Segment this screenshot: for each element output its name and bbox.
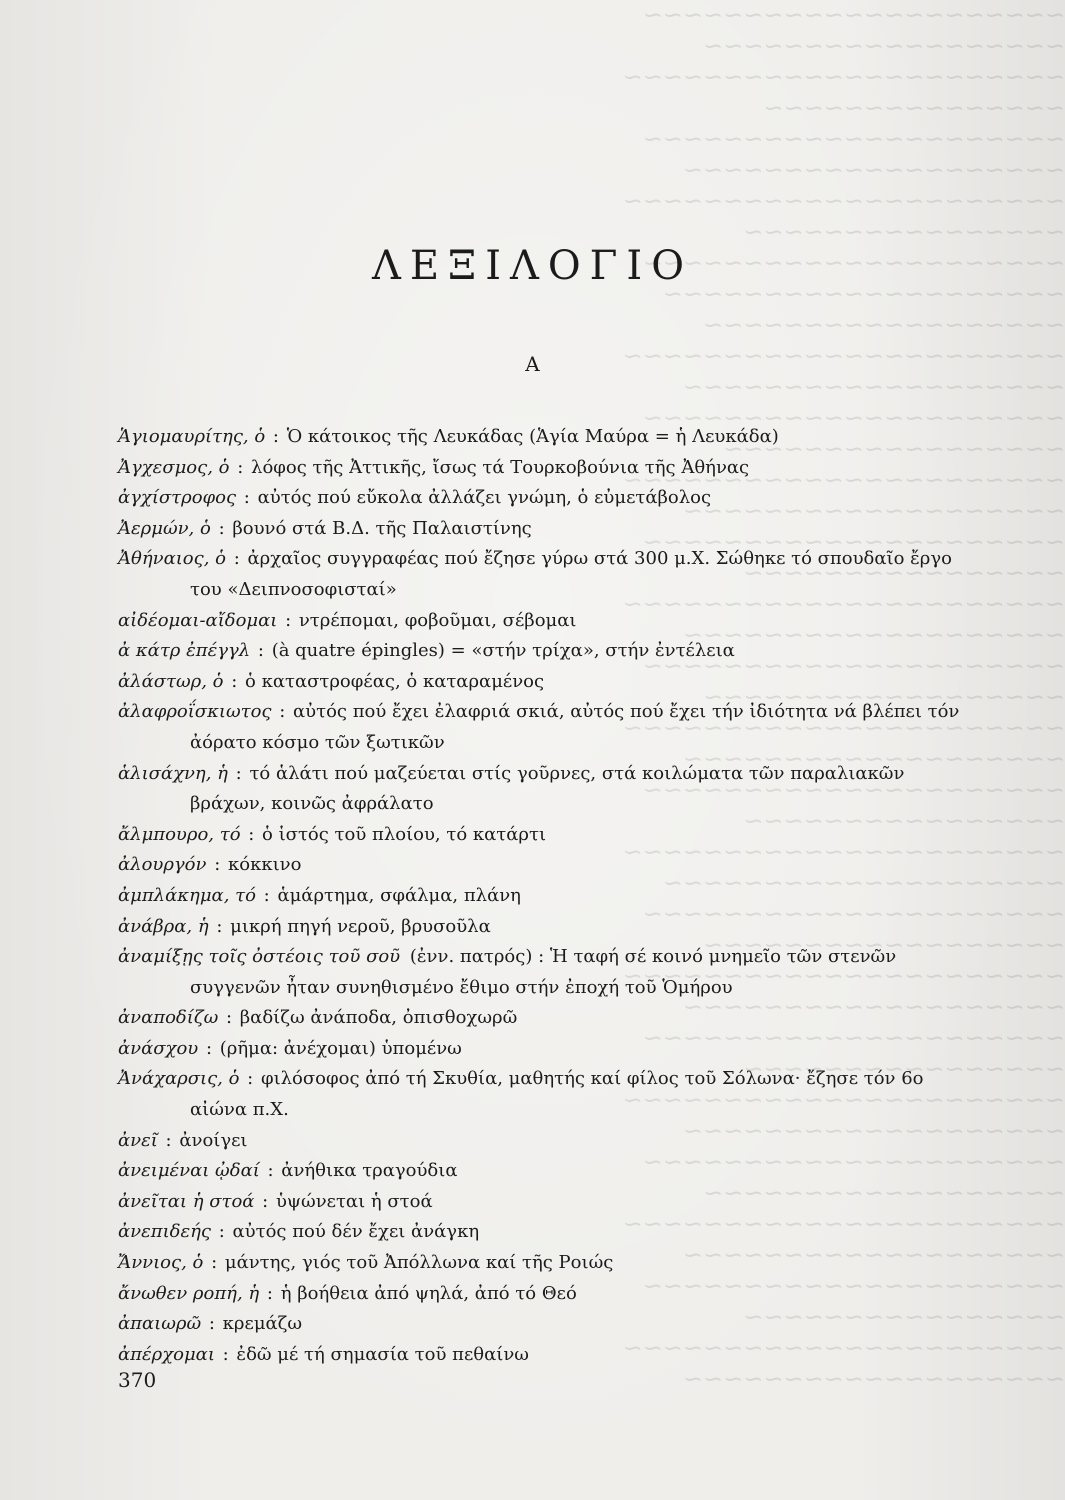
entry-definition: κρεμάζω [222,1313,303,1335]
entry-definition: ὑψώνεται ἡ στοά [275,1190,433,1212]
glossary-entry: ἀμπλάκημα, τό : ἁμάρτημα, σφάλμα, πλάνη [118,884,521,906]
entry-term: ἀναμίξῃς τοῖς ὀστέοις τοῦ σοῦ [118,946,401,968]
page-title: ΛΕΞΙΛΟΓΙΟ [371,243,694,289]
entry-term: ἀπέρχομαι [118,1343,215,1365]
entry-definition: (ἐνν. πατρός) : Ἡ ταφή σέ κοινό μνημεῖο τῶν στενῶν συγγενῶν ἦταν συνηθισμένο ἔθιμο στήν ἐποχή τοῦ Ὁμήρου [190,946,897,998]
entry-term: Ἀερμών, ὁ [118,517,211,539]
entry-term: ἄνωθεν ροπή, ἡ [118,1282,260,1304]
glossary-entry: Ἄννιος, ὁ : μάντης, γιός τοῦ Ἀπόλλωνα καί τῆς Ροιώς [118,1252,614,1274]
entry-term: ἀπαιωρῶ [118,1313,202,1335]
entry-definition: τό ἁλάτι πού μαζεύεται στίς γοῦρνες, στά κοιλώματα τῶν παραλιακῶν βράχων, κοινῶς ἀφράλατο [190,762,905,815]
entry-definition: αὐτός πού ἔχει ἐλαφριά σκιά, αὐτός πού ἔχει τήν ἰδιότητα νά βλέπει τόν ἀόρατο κόσμο τῶν ξωτικῶν [190,701,960,753]
entry-term: ἀλάστωρ, ὁ [118,670,224,692]
glossary-entry: ἀναποδίζω : βαδίζω ἀνάποδα, ὀπισθοχωρῶ [118,1007,518,1029]
glossary-entry: ἀλουργόν : κόκκινο [118,854,302,876]
entry-term: Ἁγιομαυρίτης, ὁ [118,426,266,447]
glossary-entry: ἁλισάχνη, ἡ : τό ἁλάτι πού μαζεύεται στίς γοῦρνες, στά κοιλώματα τῶν παραλιακῶν βράχων, κοινῶς ἀφράλατο [118,762,905,815]
entry-term: ἀνειμέναι ᾠδαί [118,1160,260,1182]
entry-definition: μάντης, γιός τοῦ Ἀπόλλωνα καί τῆς Ροιώς [224,1252,614,1274]
glossary-entry: ἀνάβρα, ἡ : μικρή πηγή νεροῦ, βρυσοῦλα [118,915,491,937]
entry-definition: λόφος τῆς Ἀττικῆς, ἴσως τά Τουρκοβούνια τῆς Ἀθήνας [251,456,750,478]
entry-definition: ὁ ἱστός τοῦ πλοίου, τό κατάρτι [262,823,546,845]
entry-definition: Ὁ κάτοικος τῆς Λευκάδας (Ἁγία Μαύρα = ἡ Λευκάδα) [286,426,779,447]
entry-definition: κόκκινο [227,854,302,876]
entry-term: ἀλουργόν [118,854,207,876]
glossary-entry: ἀπαιωρῶ : κρεμάζω [118,1313,303,1335]
entry-definition: βαδίζω ἀνάποδα, ὀπισθοχωρῶ [239,1007,518,1029]
entry-term: ἄλμπουρο, τό [118,823,241,845]
entry-term: αἰδέομαι-αἴδομαι [118,609,278,631]
bleed-through-texture: ~~~~~~~~~~~~~~~~~~~~~ ~~~~~~~~~~~~~~~~~~ ~~~~~~~~~~~~~~~~~~~~~~ ~~~~~~~~~~~~~~~ ~~~~~~~~~~~~~~~~~~~~~ ~~~~~~~~~~~~~~~~~~~ ~~~~~~~~~~~~~~~~~~~~~~ ~~~~~~~~~~~~~~~~ ~~~~~~~~~~~~~~~~~~~~~ ~~~~~~~~~~~~~~~~~~~~ ~~~~~~~~~~~~~~~~~~ ~~~~~~~~~~~~~~~~~~~~~~ ~~~~~~~~~~~~~~~~~~~ ~~~~~~~~~~~~~~~~~~~~~ ~~~~~~~~~~~~~~~~~ ~~~~~~~~~~~~~~~~~~~~~~ ~~~~~~~~~~~~~~~~~~~ ~~~~~~~~~~~~~~~~~~~~~ ~~~~~~~~~~~~~~~~ ~~~~~~~~~~~~~~~~~~~~~~ ~~~~~~~~~~~~~~~~~~~ ~~~~~~~~~~~~~~~~~~~~~ ~~~~~~~~~~~~~~~~~~ ~~~~~~~~~~~~~~~~~~~~~~ ~~~~~~~~~~~~~~~~~~~ ~~~~~~~~~~~~~~~~~~~~~ ~~~~~~~~~~~~~~~~ ~~~~~~~~~~~~~~~~~~~~~~ ~~~~~~~~~~~~~~~~~~~~ ~~~~~~~~~~~~~~~~~~~~~ ~~~~~~~~~~~~~~~~~~ ~~~~~~~~~~~~~~~~~~~~~~ ~~~~~~~~~~~~~~~~~~~ ~~~~~~~~~~~~~~~~~~~~~ ~~~~~~~~~~~~~~~~ ~~~~~~~~~~~~~~~~~~~~~~ ~~~~~~~~~~~~~~~~~~~ ~~~~~~~~~~~~~~~~~~~~~ ~~~~~~~~~~~~~~~~~~ ~~~~~~~~~~~~~~~~~~~~~~ ~~~~~~~~~~~~~~~~~~~ ~~~~~~~~~~~~~~~~~~~~~ ~~~~~~~~~~~~~~~~ ~~~~~~~~~~~~~~~~~~~~~~ ~~~~~~~~~~~~~~~~~~~ [622,1,1065,1393]
entry-term: Ἀνάχαρσις, ὁ [118,1068,240,1090]
glossary-entry [118,942,978,1003]
entry-term: Ἀθήναιος, ὁ [118,548,226,570]
glossary-entry: ἀγχίστροφος : αὐτός πού εὔκολα ἀλλάζει γνώμη, ὁ εὐμετάβολος [118,487,712,509]
entry-term: ἀ κάτρ ἐπέγγλ [118,640,251,662]
entry-term: ἀνεῖ [118,1129,158,1151]
entry-definition: μικρή πηγή νεροῦ, βρυσοῦλα [230,915,491,937]
glossary-entry: ἀνεῖται ἡ στοά : ὑψώνεται ἡ στοά [118,1190,433,1212]
glossary-entry: Ἀερμών, ὁ : βουνό στά Β.Δ. τῆς Παλαιστίνης [118,517,532,539]
glossary-entry: Ἀγχεσμος, ὁ : λόφος τῆς Ἀττικῆς, ἴσως τά Τουρκοβούνια τῆς Ἀθήνας [118,456,750,478]
glossary-entry: ἀνεπιδεής : αὐτός πού δέν ἔχει ἀνάγκη [118,1221,480,1243]
glossary-list [118,422,978,1370]
glossary-entry: Ἀθήναιος, ὁ : ἀρχαῖος συγγραφέας πού ἔζησε γύρω στά 300 μ.Χ. Σώθηκε τό σπουδαῖο ἔργο του «Δειπνοσοφισταί» [118,548,952,600]
section-letter: Α [525,352,540,376]
entry-term: ἀνεῖται ἡ στοά [118,1190,255,1212]
entry-definition: ἀνήθικα τραγούδια [281,1160,458,1182]
glossary-entry: Ἀνάχαρσις, ὁ : φιλόσοφος ἀπό τή Σκυθία, μαθητής καί φίλος τοῦ Σόλωνα· ἔζησε τόν 6ο αἰώνα π.Χ. [118,1068,924,1121]
entry-term: ἀνάβρα, ἡ [118,915,209,937]
glossary-entry: ἀνάσχου : (ρῆμα: ἀνέχομαι) ὑπομένω [118,1037,462,1059]
entry-term: ἀμπλάκημα, τό [118,884,256,906]
glossary-entry: ἀνειμέναι ᾠδαί : ἀνήθικα τραγούδια [118,1160,458,1182]
glossary-entry: αἰδέομαι-αἴδομαι : ντρέπομαι, φοβοῦμαι, σέβομαι [118,609,577,631]
entry-definition: βουνό στά Β.Δ. τῆς Παλαιστίνης [232,517,532,539]
entry-definition: ἀρχαῖος συγγραφέας πού ἔζησε γύρω στά 300 μ.Χ. Σώθηκε τό σπουδαῖο ἔργο του «Δειπνοσοφισταί» [190,548,952,600]
entry-definition: ἀνοίγει [179,1129,248,1151]
glossary-entry: ἀπέρχομαι : ἐδῶ μέ τή σημασία τοῦ πεθαίνω [118,1343,529,1365]
entry-definition: ντρέπομαι, φοβοῦμαι, σέβομαι [298,609,577,631]
entry-term: ἀγχίστροφος [118,487,237,509]
glossary-entry: ἄνωθεν ροπή, ἡ : ἡ βοήθεια ἀπό ψηλά, ἀπό τό Θεό [118,1282,577,1304]
glossary-entry: Ἁγιομαυρίτης, ὁ : Ὁ κάτοικος τῆς Λευκάδας (Ἁγία Μαύρα = ἡ Λευκάδα) [118,426,779,447]
glossary-entry: ἀλάστωρ, ὁ : ὁ καταστροφέας, ὁ καταραμένος [118,670,545,692]
entry-definition: ἡ βοήθεια ἀπό ψηλά, ἀπό τό Θεό [280,1282,577,1304]
entry-definition: φιλόσοφος ἀπό τή Σκυθία, μαθητής καί φίλος τοῦ Σόλωνα· ἔζησε τόν 6ο αἰώνα π.Χ. [190,1068,924,1121]
entry-definition: ὁ καταστροφέας, ὁ καταραμένος [245,670,545,692]
entry-definition: ἁμάρτημα, σφάλμα, πλάνη [277,884,521,906]
entry-definition: (ρῆμα: ἀνέχομαι) ὑπομένω [219,1037,462,1059]
entry-term: ἀλαφροΐσκιωτος [118,701,272,723]
entry-term: ἁλισάχνη, ἡ [118,762,228,784]
glossary-entry: ἀνεῖ : ἀνοίγει [118,1129,248,1151]
entry-definition: (à quatre épingles) = «στήν τρίχα», στήν ἐντέλεια [271,640,735,662]
glossary-entry: ἀλαφροΐσκιωτος : αὐτός πού ἔχει ἐλαφριά σκιά, αὐτός πού ἔχει τήν ἰδιότητα νά βλέπει τόν ἀόρατο κόσμο τῶν ξωτικῶν [118,701,960,753]
entry-term: Ἄννιος, ὁ [118,1252,204,1274]
entry-term: ἀναποδίζω [118,1007,219,1029]
glossary-entry: ἀ κάτρ ἐπέγγλ : (à quatre épingles) = «στήν τρίχα», στήν ἐντέλεια [118,640,735,662]
entry-definition: αὐτός πού εὔκολα ἀλλάζει γνώμη, ὁ εὐμετάβολος [257,487,712,509]
entry-term: ἀνεπιδεής [118,1221,212,1243]
glossary-entry: ἄλμπουρο, τό : ὁ ἱστός τοῦ πλοίου, τό κατάρτι [118,823,546,845]
entry-definition: αὐτός πού δέν ἔχει ἀνάγκη [232,1221,480,1243]
page-number: 370 [118,1368,157,1392]
entry-term: ἀνάσχου [118,1037,199,1059]
entry-definition: ἐδῶ μέ τή σημασία τοῦ πεθαίνω [236,1343,529,1365]
entry-term: Ἀγχεσμος, ὁ [118,456,230,478]
